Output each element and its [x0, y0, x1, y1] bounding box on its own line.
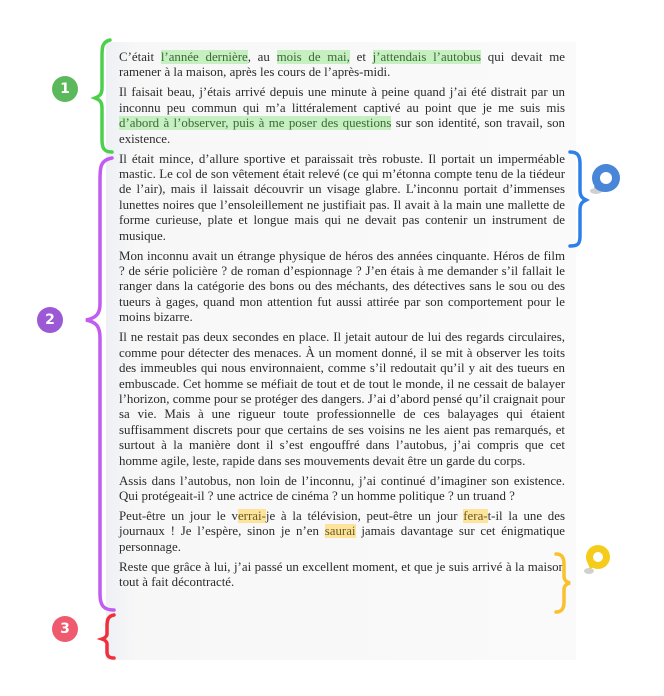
text: Peut-être un jour le v — [119, 508, 238, 523]
text: jamais davantage sur cet énigmatique personnage. — [119, 524, 565, 554]
section-1-badge[interactable] — [52, 76, 78, 102]
section-number: 3 — [60, 621, 70, 637]
text: , au — [247, 50, 277, 64]
text: C’était — [119, 50, 161, 64]
text: t-il la une des journaux ! Je l’espère, sinon je n’en — [119, 508, 565, 539]
paragraph-2 — [119, 85, 565, 147]
paragraph-8: Reste que grâce à lui, j’ai passé un excellent moment, et que je suis arrivé à la maison tout à fait décontracté. — [119, 559, 565, 590]
paragraph-5: Il ne restait pas deux secondes en place. Il jetait autour de lui des regards circulaires, comme pour détecter des menaces. À un moment donné, il se mit à observer les toits des immeubles qui nous environnaient, comme s’il redoutait qu’il y ait des tueurs en embuscade. Cet homme se méfiait de tout et de tout le monde, il ne cessait de balayer l’horizon, comme pour se protéger des dangers. J’ai d’abord pensé qu’il craignait pour sa vie. Mais à une rigueur toute professionnelle de ces balayages qui étaient suffisamment discrets pour que certains de ses voisins ne les aient pas remarqués, et surtout à la manière dont il s’est engouffré dans l’autobus, j’ai compris que cet homme agile, leste, rapide dans ses mouvements devait être un garde du corps. — [119, 330, 566, 468]
paragraph-4: Mon inconnu avait un étrange physique de héros des années cinquante. Héros de film ? de série policière ? de roman d’espionnage ? J’en étais à me demander s’il fallait le ranger dans la catégorie des bons ou des méchants, des détectives sans le sou ou des tueurs à gages, quand mon attention fut aussi attirée par son comportement pour le moins bizarre. — [119, 248, 565, 325]
section-3-bracket — [98, 612, 122, 662]
text: et — [349, 50, 373, 64]
yellow-comment-bracket — [552, 550, 576, 616]
highlight-green: l’année dernière — [160, 50, 248, 64]
section-2-bracket — [80, 154, 120, 614]
document-text — [119, 50, 565, 595]
paragraph-6: Assis dans l’autobus, non loin de l’inconnu, j’ai continué d’imaginer son existence. Qui protégeait-il ? une actrice de cinéma ? un homme politique ? un truand ? — [119, 473, 565, 503]
highlight-green: d’abord à l’observer, puis à me poser des questions — [119, 116, 392, 131]
section-3-badge[interactable] — [52, 616, 78, 642]
yellow-comment-icon[interactable] — [580, 542, 616, 582]
highlight-green: mois de mai, — [276, 50, 350, 64]
text: Il faisait beau, j’étais arrivé depuis une minute à peine quand j’ai été distrait par un inconnu peu commun qui m’a littéralement captivé au point que je me suis mis — [119, 85, 565, 115]
highlight-yellow: saurai — [324, 524, 356, 539]
paragraph-1 — [119, 50, 565, 81]
section-number: 2 — [45, 312, 55, 328]
section-1-bracket — [92, 36, 122, 156]
text: sur son identité, son travail, son existence. — [119, 116, 565, 146]
section-2-badge[interactable] — [37, 307, 63, 333]
highlight-yellow: errai- — [237, 508, 266, 523]
highlight-green: j’attendais l’autobus — [372, 50, 482, 64]
text: je à la télévision, peut-être un jour — [265, 508, 464, 523]
paragraph-3: Il était mince, d’allure sportive et paraissait très robuste. Il portait un imperméable mastic. Le col de son vêtement était relevé (ce qui m’étonna compte tenu de la tiédeur de l’air), mais il laissait découvrir un visage glabre. L’inconnu portait d’immenses lunettes noires que l’ensoleillement ne justifiait pas. Il avait à la main une mallette de forme curieuse, plate et longue mais qui ne devait pas contenir un instrument de musique. — [119, 151, 565, 243]
highlight-yellow: fera- — [463, 508, 488, 523]
paragraph-7 — [119, 509, 565, 555]
section-number: 1 — [60, 81, 70, 97]
blue-comment-icon[interactable] — [586, 162, 626, 202]
text: qui devait me ramener à la maison, après les cours de l’après-midi. — [119, 50, 565, 80]
